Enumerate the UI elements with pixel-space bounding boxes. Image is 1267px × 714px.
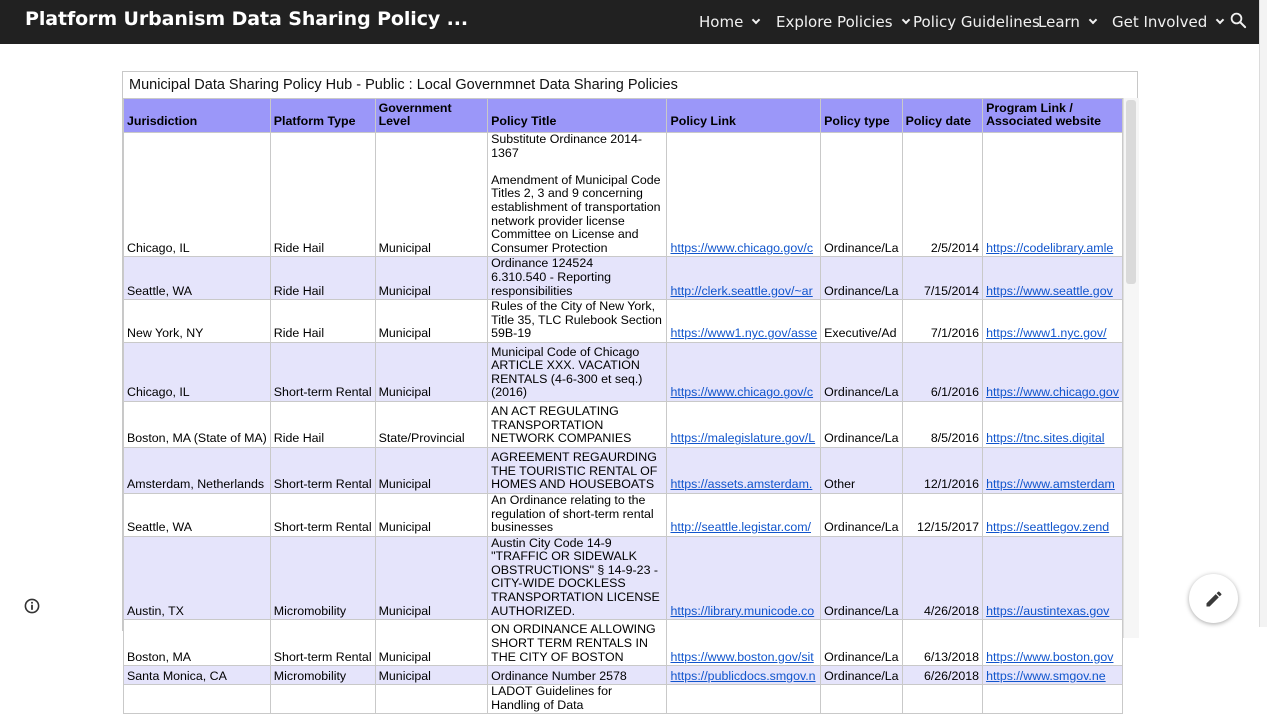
cell-program-link[interactable]: https://codelibrary.amle: [983, 133, 1123, 257]
cell-platform-type: Micromobility: [270, 536, 375, 620]
table-row: [124, 342, 1123, 401]
cell-jurisdiction: Boston, MA (State of MA): [124, 401, 271, 447]
search-icon[interactable]: [1229, 11, 1247, 29]
column-header[interactable]: Program Link / Associated website: [983, 99, 1123, 133]
cell-government-level: Municipal: [375, 620, 488, 666]
cell-program-link[interactable]: https://www1.nyc.gov/: [983, 300, 1123, 343]
nav-item-explore-policies[interactable]: [776, 0, 909, 44]
cell-policy-date: 2/5/2014: [902, 133, 982, 257]
cell-government-level: Municipal: [375, 300, 488, 343]
cell-government-level: Municipal: [375, 257, 488, 300]
site-title[interactable]: Platform Urbanism Data Sharing Policy ...: [25, 8, 469, 30]
cell-policy-title: Ordinance 124524 6.310.540 - Reporting responsibilities: [488, 257, 667, 300]
cell-platform-type: Ride Hail: [270, 300, 375, 343]
column-header[interactable]: Policy Title: [488, 99, 667, 133]
cell-policy-date: 8/5/2016: [902, 401, 982, 447]
sheet-grid: [123, 98, 1123, 714]
cell-policy-type: Ordinance/La: [821, 493, 902, 536]
cell-policy-title: AN ACT REGULATING TRANSPORTATION NETWORK COMPANIES: [488, 401, 667, 447]
column-header[interactable]: Policy date: [902, 99, 982, 133]
table-row: [124, 300, 1123, 343]
cell-policy-link[interactable]: https://assets.amsterdam.: [667, 447, 821, 493]
cell-policy-title: AGREEMENT REGAURDING THE TOURISTIC RENTAL OF HOMES AND HOUSEBOATS: [488, 447, 667, 493]
cell-policy-title: Rules of the City of New York, Title 35, TLC Rulebook Section 59B-19: [488, 300, 667, 343]
cell-policy-title: Austin City Code 14-9 "TRAFFIC OR SIDEWALK OBSTRUCTIONS" § 14-9-23 - CITY-WIDE DOCKLESS TRANSPORTATION LICENSE AUTHORIZED.: [488, 536, 667, 620]
pencil-icon: [1204, 589, 1224, 609]
cell-policy-type: Ordinance/La: [821, 620, 902, 666]
cell-policy-link[interactable]: http://clerk.seattle.gov/~ar: [667, 257, 821, 300]
table-row: [124, 133, 1123, 257]
cell-policy-link[interactable]: https://publicdocs.smgov.n: [667, 666, 821, 685]
nav-item-label: Policy Guidelines: [913, 13, 1040, 31]
cell-policy-date: 6/13/2018: [902, 620, 982, 666]
info-icon[interactable]: [24, 598, 40, 614]
chevron-down-icon: [901, 16, 909, 24]
cell-platform-type: Short-term Rental: [270, 342, 375, 401]
column-header[interactable]: Government Level: [375, 99, 488, 133]
table-header-row: [124, 99, 1123, 133]
cell-policy-link[interactable]: https://www.chicago.gov/c: [667, 133, 821, 257]
cell-program-link[interactable]: [983, 685, 1123, 714]
cell-jurisdiction: Chicago, IL: [124, 342, 271, 401]
cell-platform-type: [270, 685, 375, 714]
cell-policy-link[interactable]: https://www1.nyc.gov/asse: [667, 300, 821, 343]
cell-policy-date: 7/1/2016: [902, 300, 982, 343]
cell-policy-type: Ordinance/La: [821, 133, 902, 257]
table-row: [124, 257, 1123, 300]
cell-jurisdiction: Seattle, WA: [124, 493, 271, 536]
cell-platform-type: Short-term Rental: [270, 447, 375, 493]
cell-program-link[interactable]: https://www.smgov.ne: [983, 666, 1123, 685]
top-nav-bar: [0, 0, 1259, 44]
table-row: [124, 536, 1123, 620]
cell-policy-type: Ordinance/La: [821, 666, 902, 685]
cell-policy-date: 6/26/2018: [902, 666, 982, 685]
chevron-down-icon: [1216, 16, 1224, 24]
cell-program-link[interactable]: https://www.boston.gov: [983, 620, 1123, 666]
cell-policy-link[interactable]: http://seattle.legistar.com/: [667, 493, 821, 536]
cell-platform-type: Short-term Rental: [270, 493, 375, 536]
cell-government-level: [375, 685, 488, 714]
table-row: [124, 620, 1123, 666]
embedded-spreadsheet[interactable]: [122, 71, 1138, 712]
cell-policy-link[interactable]: https://www.chicago.gov/c: [667, 342, 821, 401]
cell-program-link[interactable]: https://austintexas.gov: [983, 536, 1123, 620]
cell-jurisdiction: Amsterdam, Netherlands: [124, 447, 271, 493]
cell-jurisdiction: Santa Monica, CA: [124, 666, 271, 685]
cell-policy-date: 4/26/2018: [902, 536, 982, 620]
cell-policy-link[interactable]: https://www.boston.gov/sit: [667, 620, 821, 666]
nav-item-policy-guidelines[interactable]: [913, 0, 1040, 44]
cell-program-link[interactable]: https://tnc.sites.digital: [983, 401, 1123, 447]
column-header[interactable]: Platform Type: [270, 99, 375, 133]
table-row: [124, 685, 1123, 714]
cell-government-level: State/Provincial: [375, 401, 488, 447]
cell-policy-title: ON ORDINANCE ALLOWING SHORT TERM RENTALS IN THE CITY OF BOSTON: [488, 620, 667, 666]
cell-policy-type: Ordinance/La: [821, 342, 902, 401]
cell-platform-type: Ride Hail: [270, 401, 375, 447]
policy-table: [123, 98, 1123, 714]
cell-government-level: Municipal: [375, 666, 488, 685]
cell-platform-type: Short-term Rental: [270, 620, 375, 666]
cell-platform-type: Ride Hail: [270, 133, 375, 257]
nav-item-label: Home: [699, 13, 744, 31]
scrollbar-thumb[interactable]: [1126, 100, 1136, 284]
cell-jurisdiction: Boston, MA: [124, 620, 271, 666]
chevron-down-icon: [752, 16, 760, 24]
cell-policy-type: Ordinance/La: [821, 401, 902, 447]
cell-policy-title: An Ordinance relating to the regulation of short-term rental businesses: [488, 493, 667, 536]
cell-policy-type: Other: [821, 447, 902, 493]
cell-program-link[interactable]: https://www.chicago.gov: [983, 342, 1123, 401]
cell-jurisdiction: Seattle, WA: [124, 257, 271, 300]
column-header[interactable]: Policy Link: [667, 99, 821, 133]
cell-policy-date: [902, 685, 982, 714]
nav-item-get-involved[interactable]: [1112, 0, 1223, 44]
cell-policy-title: LADOT Guidelines for Handling of Data: [488, 685, 667, 714]
cell-policy-date: 12/15/2017: [902, 493, 982, 536]
edit-button[interactable]: [1189, 574, 1238, 623]
cell-policy-link[interactable]: https://malegislature.gov/L: [667, 401, 821, 447]
chevron-down-icon: [1089, 16, 1097, 24]
cell-policy-type: Ordinance/La: [821, 257, 902, 300]
cell-policy-date: 12/1/2016: [902, 447, 982, 493]
cell-platform-type: Micromobility: [270, 666, 375, 685]
cell-policy-type: Ordinance/La: [821, 536, 902, 620]
table-row: [124, 493, 1123, 536]
cell-policy-type: [821, 685, 902, 714]
cell-policy-title: Municipal Code of Chicago ARTICLE XXX. VACATION RENTALS (4-6-300 et seq.) (2016): [488, 342, 667, 401]
cell-policy-link[interactable]: https://library.municode.co: [667, 536, 821, 620]
sheet-scrollbar[interactable]: [1123, 98, 1139, 638]
nav-item-label: Get Involved: [1112, 13, 1208, 31]
nav-item-home[interactable]: [699, 0, 759, 44]
cell-government-level: Municipal: [375, 493, 488, 536]
table-row: [124, 401, 1123, 447]
nav-item-learn[interactable]: [1038, 0, 1096, 44]
cell-government-level: Municipal: [375, 536, 488, 620]
cell-platform-type: Ride Hail: [270, 257, 375, 300]
sheet-title: Municipal Data Sharing Policy Hub - Public : Local Governmnet Data Sharing Policies: [129, 77, 678, 93]
cell-government-level: Municipal: [375, 447, 488, 493]
nav-item-label: Learn: [1038, 13, 1080, 31]
table-row: [124, 447, 1123, 493]
cell-government-level: Municipal: [375, 133, 488, 257]
cell-policy-link[interactable]: [667, 685, 821, 714]
cell-policy-title: Substitute Ordinance 2014-1367 Amendment of Municipal Code Titles 2, 3 and 9 concerning establishment of transportation network provider license Committee on License and Consumer Protection: [488, 133, 667, 257]
page-scrollbar[interactable]: [1259, 0, 1267, 627]
table-row: [124, 666, 1123, 685]
column-header[interactable]: Jurisdiction: [124, 99, 271, 133]
cell-policy-title: Ordinance Number 2578: [488, 666, 667, 685]
cell-program-link[interactable]: https://www.seattle.gov: [983, 257, 1123, 300]
cell-policy-date: 6/1/2016: [902, 342, 982, 401]
cell-government-level: Municipal: [375, 342, 488, 401]
cell-jurisdiction: [124, 685, 271, 714]
cell-program-link[interactable]: https://www.amsterdam: [983, 447, 1123, 493]
cell-jurisdiction: New York, NY: [124, 300, 271, 343]
nav-item-label: Explore Policies: [776, 13, 893, 31]
column-header[interactable]: Policy type: [821, 99, 902, 133]
cell-jurisdiction: Austin, TX: [124, 536, 271, 620]
cell-policy-date: 7/15/2014: [902, 257, 982, 300]
cell-jurisdiction: Chicago, IL: [124, 133, 271, 257]
cell-program-link[interactable]: https://seattlegov.zend: [983, 493, 1123, 536]
cell-policy-type: Executive/Ad: [821, 300, 902, 343]
